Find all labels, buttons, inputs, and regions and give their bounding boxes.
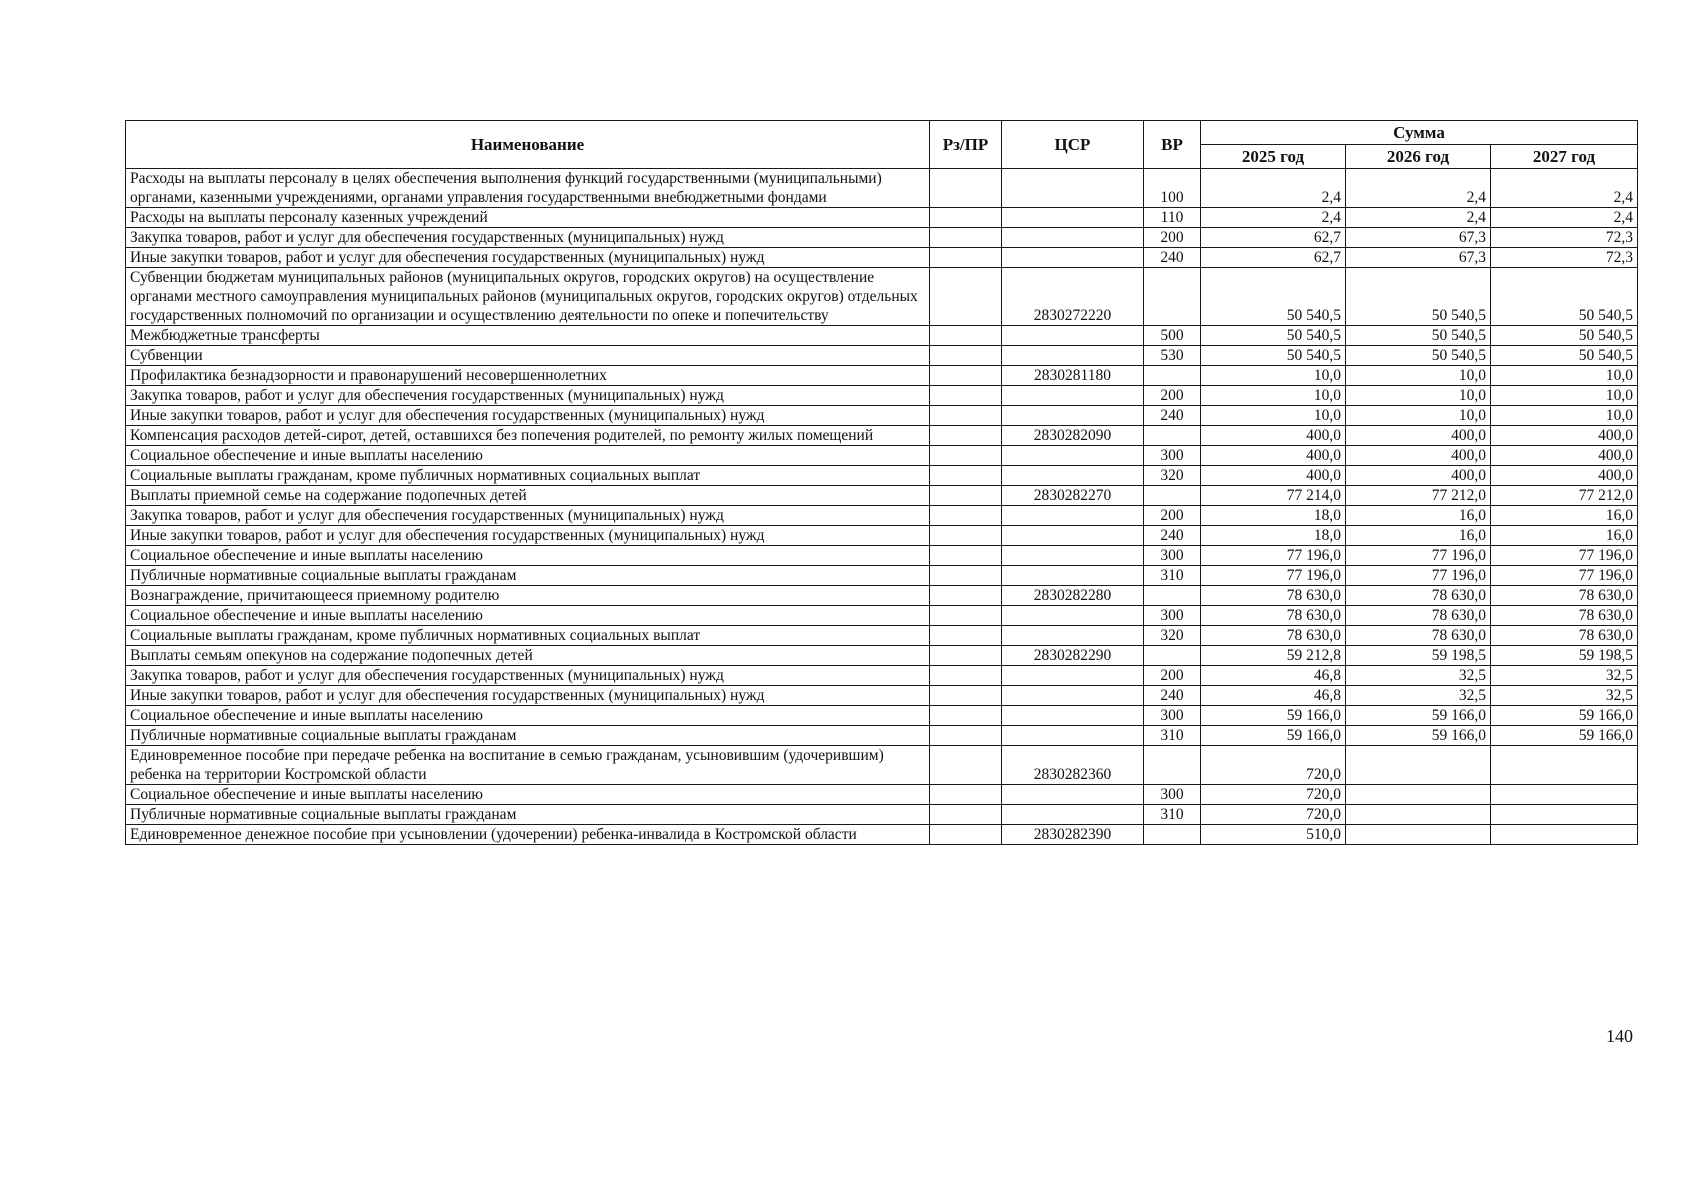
- cell-2026: 2,4: [1346, 208, 1491, 228]
- table-row: [126, 366, 1638, 386]
- cell-csr: [1002, 706, 1144, 726]
- cell-csr: 2830282270: [1002, 486, 1144, 506]
- cell-2027: 16,0: [1491, 506, 1638, 526]
- cell-2025: 78 630,0: [1201, 586, 1346, 606]
- cell-name: Публичные нормативные социальные выплаты гражданам: [126, 726, 930, 746]
- table-row: [126, 466, 1638, 486]
- cell-2027: 59 166,0: [1491, 726, 1638, 746]
- cell-2026: [1346, 785, 1491, 805]
- cell-rzpr: [930, 366, 1002, 386]
- cell-name: Единовременное пособие при передаче ребенка на воспитание в семью гражданам, усыновившим (удочерившим) ребенка на территории Костромской области: [126, 746, 930, 785]
- cell-vr: 320: [1144, 466, 1201, 486]
- cell-2026: 59 198,5: [1346, 646, 1491, 666]
- cell-rzpr: [930, 626, 1002, 646]
- cell-2027: 78 630,0: [1491, 626, 1638, 646]
- cell-2027: 50 540,5: [1491, 346, 1638, 366]
- cell-csr: [1002, 566, 1144, 586]
- cell-csr: [1002, 526, 1144, 546]
- header-year-2025: 2025 год: [1201, 145, 1346, 169]
- cell-vr: 240: [1144, 406, 1201, 426]
- cell-rzpr: [930, 228, 1002, 248]
- cell-rzpr: [930, 726, 1002, 746]
- cell-csr: [1002, 208, 1144, 228]
- cell-2027: 72,3: [1491, 248, 1638, 268]
- cell-vr: [1144, 486, 1201, 506]
- cell-vr: 240: [1144, 686, 1201, 706]
- cell-2027: 400,0: [1491, 466, 1638, 486]
- cell-csr: [1002, 326, 1144, 346]
- cell-rzpr: [930, 248, 1002, 268]
- table-row: [126, 586, 1638, 606]
- cell-rzpr: [930, 546, 1002, 566]
- cell-vr: 200: [1144, 228, 1201, 248]
- cell-2025: 62,7: [1201, 228, 1346, 248]
- table-row: [126, 426, 1638, 446]
- cell-vr: 300: [1144, 446, 1201, 466]
- cell-2027: 10,0: [1491, 366, 1638, 386]
- table-row: [126, 406, 1638, 426]
- table-row: [126, 686, 1638, 706]
- cell-rzpr: [930, 169, 1002, 208]
- cell-2025: 78 630,0: [1201, 626, 1346, 646]
- cell-csr: [1002, 386, 1144, 406]
- cell-2026: 50 540,5: [1346, 346, 1491, 366]
- table-row: [126, 248, 1638, 268]
- cell-csr: [1002, 169, 1144, 208]
- cell-2027: 78 630,0: [1491, 586, 1638, 606]
- cell-name: Субвенции бюджетам муниципальных районов (муниципальных округов, городских округов) на осуществление органами местного самоуправления муниципальных районов (муниципальных округов, городских округов) отдельных государственных полномочий по организации и осуществлению деятельности по опеке и попечительству: [126, 268, 930, 326]
- table-row: [126, 746, 1638, 785]
- cell-2027: [1491, 825, 1638, 845]
- cell-2026: 10,0: [1346, 366, 1491, 386]
- cell-2027: 77 196,0: [1491, 566, 1638, 586]
- cell-vr: 310: [1144, 566, 1201, 586]
- cell-2025: 46,8: [1201, 686, 1346, 706]
- cell-csr: 2830282280: [1002, 586, 1144, 606]
- cell-rzpr: [930, 386, 1002, 406]
- cell-rzpr: [930, 506, 1002, 526]
- cell-vr: 530: [1144, 346, 1201, 366]
- cell-name: Закупка товаров, работ и услуг для обеспечения государственных (муниципальных) нужд: [126, 666, 930, 686]
- cell-2026: 78 630,0: [1346, 586, 1491, 606]
- cell-vr: 300: [1144, 546, 1201, 566]
- cell-vr: 110: [1144, 208, 1201, 228]
- cell-name: Единовременное денежное пособие при усыновлении (удочерении) ребенка-инвалида в Костромской области: [126, 825, 930, 845]
- cell-csr: [1002, 406, 1144, 426]
- cell-2025: 400,0: [1201, 426, 1346, 446]
- cell-vr: [1144, 426, 1201, 446]
- cell-rzpr: [930, 346, 1002, 366]
- cell-csr: [1002, 626, 1144, 646]
- cell-vr: 200: [1144, 386, 1201, 406]
- cell-vr: 320: [1144, 626, 1201, 646]
- budget-table: [125, 120, 1638, 845]
- header-csr: ЦСР: [1002, 121, 1144, 169]
- table-body: [126, 169, 1638, 845]
- cell-name: Выплаты приемной семье на содержание подопечных детей: [126, 486, 930, 506]
- cell-csr: [1002, 546, 1144, 566]
- cell-vr: [1144, 646, 1201, 666]
- cell-2026: 10,0: [1346, 386, 1491, 406]
- cell-rzpr: [930, 805, 1002, 825]
- cell-2026: [1346, 805, 1491, 825]
- header-vr: ВР: [1144, 121, 1201, 169]
- cell-2025: 59 166,0: [1201, 706, 1346, 726]
- cell-csr: [1002, 666, 1144, 686]
- cell-vr: 100: [1144, 169, 1201, 208]
- cell-2026: 67,3: [1346, 248, 1491, 268]
- cell-csr: [1002, 506, 1144, 526]
- header-year-2027: 2027 год: [1491, 145, 1638, 169]
- cell-2027: 32,5: [1491, 666, 1638, 686]
- cell-2027: 77 212,0: [1491, 486, 1638, 506]
- cell-vr: 200: [1144, 666, 1201, 686]
- cell-2026: [1346, 825, 1491, 845]
- table-row: [126, 386, 1638, 406]
- cell-csr: 2830282360: [1002, 746, 1144, 785]
- cell-rzpr: [930, 466, 1002, 486]
- cell-csr: [1002, 446, 1144, 466]
- cell-rzpr: [930, 208, 1002, 228]
- cell-2027: 59 166,0: [1491, 706, 1638, 726]
- table-row: [126, 825, 1638, 845]
- cell-rzpr: [930, 526, 1002, 546]
- cell-2027: 16,0: [1491, 526, 1638, 546]
- cell-2026: 59 166,0: [1346, 726, 1491, 746]
- cell-rzpr: [930, 785, 1002, 805]
- cell-2025: 59 212,8: [1201, 646, 1346, 666]
- cell-rzpr: [930, 486, 1002, 506]
- table-row: [126, 726, 1638, 746]
- table-header: [126, 121, 1638, 169]
- cell-rzpr: [930, 706, 1002, 726]
- cell-2025: 10,0: [1201, 406, 1346, 426]
- table-row: [126, 706, 1638, 726]
- cell-csr: 2830272220: [1002, 268, 1144, 326]
- cell-2027: 10,0: [1491, 386, 1638, 406]
- cell-2025: 77 196,0: [1201, 546, 1346, 566]
- cell-name: Иные закупки товаров, работ и услуг для обеспечения государственных (муниципальных) нужд: [126, 526, 930, 546]
- page-number: 140: [1606, 1026, 1633, 1046]
- table-row: [126, 268, 1638, 326]
- cell-vr: 300: [1144, 706, 1201, 726]
- cell-2026: 77 212,0: [1346, 486, 1491, 506]
- table-row: [126, 326, 1638, 346]
- table-row: [126, 526, 1638, 546]
- cell-2027: 2,4: [1491, 208, 1638, 228]
- cell-rzpr: [930, 566, 1002, 586]
- cell-2027: 400,0: [1491, 446, 1638, 466]
- table-row: [126, 666, 1638, 686]
- table-row: [126, 546, 1638, 566]
- cell-name: Выплаты семьям опекунов на содержание подопечных детей: [126, 646, 930, 666]
- table-row: [126, 228, 1638, 248]
- cell-name: Социальное обеспечение и иные выплаты населению: [126, 785, 930, 805]
- cell-name: Иные закупки товаров, работ и услуг для обеспечения государственных (муниципальных) нужд: [126, 406, 930, 426]
- cell-2027: 72,3: [1491, 228, 1638, 248]
- cell-csr: [1002, 686, 1144, 706]
- cell-2027: 2,4: [1491, 169, 1638, 208]
- header-rzpr: Рз/ПР: [930, 121, 1002, 169]
- cell-vr: [1144, 366, 1201, 386]
- table-row: [126, 346, 1638, 366]
- cell-2026: 400,0: [1346, 466, 1491, 486]
- cell-vr: 500: [1144, 326, 1201, 346]
- cell-name: Иные закупки товаров, работ и услуг для обеспечения государственных (муниципальных) нужд: [126, 248, 930, 268]
- cell-2025: 50 540,5: [1201, 346, 1346, 366]
- cell-csr: [1002, 466, 1144, 486]
- cell-name: Социальное обеспечение и иные выплаты населению: [126, 546, 930, 566]
- cell-name: Публичные нормативные социальные выплаты гражданам: [126, 805, 930, 825]
- cell-2026: 59 166,0: [1346, 706, 1491, 726]
- cell-2027: 77 196,0: [1491, 546, 1638, 566]
- cell-2026: 77 196,0: [1346, 566, 1491, 586]
- cell-rzpr: [930, 646, 1002, 666]
- cell-2026: 16,0: [1346, 526, 1491, 546]
- cell-vr: 300: [1144, 785, 1201, 805]
- cell-2027: 400,0: [1491, 426, 1638, 446]
- cell-2025: 720,0: [1201, 805, 1346, 825]
- cell-2025: 78 630,0: [1201, 606, 1346, 626]
- cell-rzpr: [930, 326, 1002, 346]
- cell-rzpr: [930, 666, 1002, 686]
- cell-name: Публичные нормативные социальные выплаты гражданам: [126, 566, 930, 586]
- cell-name: Расходы на выплаты персоналу казенных учреждений: [126, 208, 930, 228]
- cell-vr: [1144, 746, 1201, 785]
- cell-2027: 78 630,0: [1491, 606, 1638, 626]
- cell-2027: 50 540,5: [1491, 268, 1638, 326]
- table-row: [126, 486, 1638, 506]
- table-row: [126, 506, 1638, 526]
- cell-csr: [1002, 785, 1144, 805]
- cell-2027: 50 540,5: [1491, 326, 1638, 346]
- cell-2025: 2,4: [1201, 208, 1346, 228]
- cell-csr: 2830282090: [1002, 426, 1144, 446]
- cell-2025: 46,8: [1201, 666, 1346, 686]
- cell-2026: 400,0: [1346, 446, 1491, 466]
- cell-vr: 310: [1144, 726, 1201, 746]
- header-year-2026: 2026 год: [1346, 145, 1491, 169]
- cell-2027: [1491, 746, 1638, 785]
- cell-name: Закупка товаров, работ и услуг для обеспечения государственных (муниципальных) нужд: [126, 228, 930, 248]
- cell-2025: 720,0: [1201, 746, 1346, 785]
- cell-rzpr: [930, 686, 1002, 706]
- cell-2027: 32,5: [1491, 686, 1638, 706]
- cell-rzpr: [930, 268, 1002, 326]
- cell-rzpr: [930, 446, 1002, 466]
- cell-name: Закупка товаров, работ и услуг для обеспечения государственных (муниципальных) нужд: [126, 506, 930, 526]
- cell-vr: [1144, 268, 1201, 326]
- cell-name: Социальные выплаты гражданам, кроме публичных нормативных социальных выплат: [126, 466, 930, 486]
- cell-2025: 10,0: [1201, 386, 1346, 406]
- cell-name: Профилактика безнадзорности и правонарушений несовершеннолетних: [126, 366, 930, 386]
- cell-name: Закупка товаров, работ и услуг для обеспечения государственных (муниципальных) нужд: [126, 386, 930, 406]
- cell-csr: [1002, 606, 1144, 626]
- cell-name: Межбюджетные трансферты: [126, 326, 930, 346]
- cell-2025: 62,7: [1201, 248, 1346, 268]
- cell-2027: [1491, 805, 1638, 825]
- cell-name: Социальное обеспечение и иные выплаты населению: [126, 706, 930, 726]
- cell-2027: 59 198,5: [1491, 646, 1638, 666]
- cell-vr: 200: [1144, 506, 1201, 526]
- cell-2025: 400,0: [1201, 446, 1346, 466]
- table-row: [126, 626, 1638, 646]
- table-row: [126, 785, 1638, 805]
- cell-2026: 78 630,0: [1346, 626, 1491, 646]
- cell-name: Субвенции: [126, 346, 930, 366]
- cell-csr: [1002, 726, 1144, 746]
- cell-2026: 67,3: [1346, 228, 1491, 248]
- cell-rzpr: [930, 606, 1002, 626]
- cell-csr: 2830282390: [1002, 825, 1144, 845]
- cell-2026: 32,5: [1346, 666, 1491, 686]
- cell-2025: 10,0: [1201, 366, 1346, 386]
- cell-2025: 400,0: [1201, 466, 1346, 486]
- cell-2026: 2,4: [1346, 169, 1491, 208]
- cell-2025: 50 540,5: [1201, 326, 1346, 346]
- header-sum: Сумма: [1201, 121, 1638, 145]
- cell-name: Расходы на выплаты персоналу в целях обеспечения выполнения функций государственными (муниципальными) органами, казенными учреждениями, органами управления государственными внебюджетными фондами: [126, 169, 930, 208]
- cell-csr: [1002, 346, 1144, 366]
- cell-2026: 78 630,0: [1346, 606, 1491, 626]
- cell-2026: 50 540,5: [1346, 268, 1491, 326]
- cell-rzpr: [930, 426, 1002, 446]
- cell-2025: 77 196,0: [1201, 566, 1346, 586]
- table-row: [126, 208, 1638, 228]
- table-row: [126, 646, 1638, 666]
- cell-rzpr: [930, 406, 1002, 426]
- cell-2025: 77 214,0: [1201, 486, 1346, 506]
- cell-csr: [1002, 805, 1144, 825]
- cell-2025: 59 166,0: [1201, 726, 1346, 746]
- table-row: [126, 606, 1638, 626]
- cell-rzpr: [930, 825, 1002, 845]
- cell-name: Социальное обеспечение и иные выплаты населению: [126, 606, 930, 626]
- cell-2026: 32,5: [1346, 686, 1491, 706]
- cell-2025: 720,0: [1201, 785, 1346, 805]
- cell-vr: 300: [1144, 606, 1201, 626]
- cell-2026: 400,0: [1346, 426, 1491, 446]
- cell-2026: 50 540,5: [1346, 326, 1491, 346]
- cell-name: Компенсация расходов детей-сирот, детей, оставшихся без попечения родителей, по ремонту жилых помещений: [126, 426, 930, 446]
- cell-vr: 240: [1144, 248, 1201, 268]
- cell-2025: 2,4: [1201, 169, 1346, 208]
- cell-vr: 240: [1144, 526, 1201, 546]
- cell-csr: 2830282290: [1002, 646, 1144, 666]
- cell-name: Иные закупки товаров, работ и услуг для обеспечения государственных (муниципальных) нужд: [126, 686, 930, 706]
- cell-2025: 50 540,5: [1201, 268, 1346, 326]
- cell-rzpr: [930, 746, 1002, 785]
- cell-2026: [1346, 746, 1491, 785]
- cell-csr: [1002, 228, 1144, 248]
- cell-csr: [1002, 248, 1144, 268]
- cell-vr: 310: [1144, 805, 1201, 825]
- cell-vr: [1144, 825, 1201, 845]
- cell-2027: [1491, 785, 1638, 805]
- cell-2026: 10,0: [1346, 406, 1491, 426]
- cell-csr: 2830281180: [1002, 366, 1144, 386]
- cell-rzpr: [930, 586, 1002, 606]
- cell-2027: 10,0: [1491, 406, 1638, 426]
- table-row: [126, 566, 1638, 586]
- cell-vr: [1144, 586, 1201, 606]
- cell-2025: 510,0: [1201, 825, 1346, 845]
- cell-2025: 18,0: [1201, 506, 1346, 526]
- cell-name: Социальное обеспечение и иные выплаты населению: [126, 446, 930, 466]
- cell-name: Вознаграждение, причитающееся приемному родителю: [126, 586, 930, 606]
- table-row: [126, 446, 1638, 466]
- header-name: Наименование: [126, 121, 930, 169]
- cell-2026: 77 196,0: [1346, 546, 1491, 566]
- cell-2025: 18,0: [1201, 526, 1346, 546]
- table-row: [126, 169, 1638, 208]
- table-row: [126, 805, 1638, 825]
- cell-name: Социальные выплаты гражданам, кроме публичных нормативных социальных выплат: [126, 626, 930, 646]
- cell-2026: 16,0: [1346, 506, 1491, 526]
